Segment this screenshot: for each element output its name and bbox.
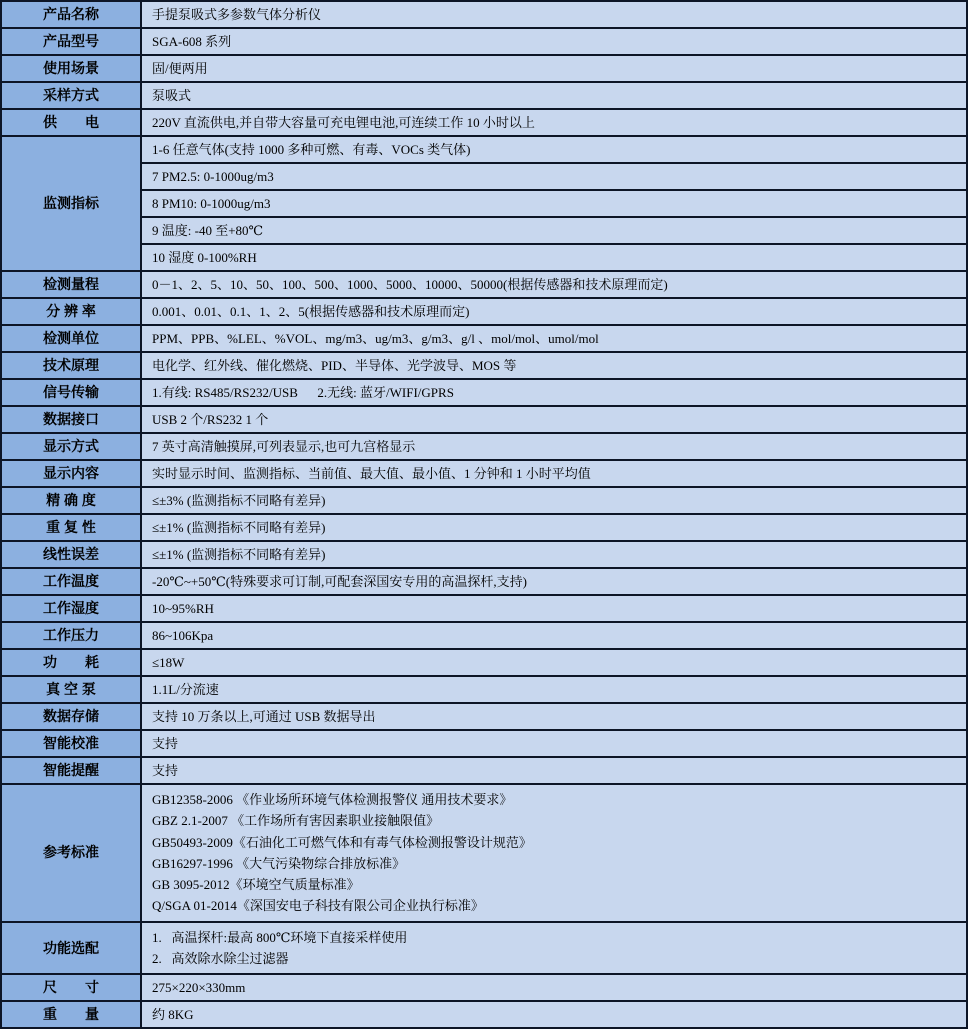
spec-label: 技术原理 <box>1 352 141 379</box>
spec-value: 86~106Kpa <box>141 622 967 649</box>
spec-label: 数据接口 <box>1 406 141 433</box>
spec-value: 220V 直流供电,并自带大容量可充电锂电池,可连续工作 10 小时以上 <box>141 109 967 136</box>
spec-label: 工作压力 <box>1 622 141 649</box>
table-row <box>1 757 967 784</box>
spec-label: 参考标准 <box>1 784 141 922</box>
table-row <box>1 730 967 757</box>
table-row <box>1 514 967 541</box>
table-row <box>1 325 967 352</box>
spec-value: 约 8KG <box>141 1001 967 1028</box>
spec-label: 信号传输 <box>1 379 141 406</box>
table-row <box>1 622 967 649</box>
spec-label: 监测指标 <box>1 136 141 271</box>
spec-value-line: Q/SGA 01-2014《深国安电子科技有限公司企业执行标准》 <box>152 898 484 914</box>
spec-label: 智能校准 <box>1 730 141 757</box>
spec-label: 检测单位 <box>1 325 141 352</box>
spec-label: 功 耗 <box>1 649 141 676</box>
spec-value <box>141 784 967 922</box>
table-row <box>1 541 967 568</box>
spec-label: 真 空 泵 <box>1 676 141 703</box>
spec-value: 10 湿度 0-100%RH <box>141 244 967 271</box>
spec-value-line: GB12358-2006 《作业场所环境气体检测报警仪 通用技术要求》 <box>152 792 513 807</box>
spec-value: 8 PM10: 0-1000ug/m3 <box>141 190 967 217</box>
table-row <box>1 703 967 730</box>
spec-label: 重 复 性 <box>1 514 141 541</box>
table-row <box>1 974 967 1001</box>
spec-value: 固/便两用 <box>141 55 967 82</box>
spec-value: ≤18W <box>141 649 967 676</box>
spec-label: 线性误差 <box>1 541 141 568</box>
table-row <box>1 55 967 82</box>
spec-label: 工作湿度 <box>1 595 141 622</box>
spec-label: 产品名称 <box>1 1 141 28</box>
spec-value: 0－1、2、5、10、50、100、500、1000、5000、10000、50000(根据传感器和技术原理而定) <box>141 271 967 298</box>
table-row <box>1 784 967 922</box>
spec-value: 手提泵吸式多参数气体分析仪 <box>141 1 967 28</box>
table-row <box>1 595 967 622</box>
spec-value-line: GB16297-1996 《大气污染物综合排放标准》 <box>152 855 406 871</box>
table-row <box>1 649 967 676</box>
table-row <box>1 271 967 298</box>
table-row <box>1 109 967 136</box>
spec-label: 产品型号 <box>1 28 141 55</box>
spec-label: 显示方式 <box>1 433 141 460</box>
spec-label: 分 辨 率 <box>1 298 141 325</box>
spec-label: 功能选配 <box>1 922 141 975</box>
spec-value: 275×220×330mm <box>141 974 967 1001</box>
spec-value: 电化学、红外线、催化燃烧、PID、半导体、光学波导、MOS 等 <box>141 352 967 379</box>
table-row <box>1 217 967 244</box>
table-row <box>1 82 967 109</box>
spec-value: ≤±1% (监测指标不同略有差异) <box>141 514 967 541</box>
spec-value: 1.有线: RS485/RS232/USB 2.无线: 蓝牙/WIFI/GPRS <box>141 379 967 406</box>
spec-label: 重 量 <box>1 1001 141 1028</box>
spec-label: 检测量程 <box>1 271 141 298</box>
spec-value: 1-6 任意气体(支持 1000 多种可燃、有毒、VOCs 类气体) <box>141 136 967 163</box>
table-row <box>1 190 967 217</box>
table-row <box>1 352 967 379</box>
table-row <box>1 433 967 460</box>
spec-value: 实时显示时间、监测指标、当前值、最大值、最小值、1 分钟和 1 小时平均值 <box>141 460 967 487</box>
table-row <box>1 1 967 28</box>
spec-value: 支持 <box>141 730 967 757</box>
spec-value: 支持 <box>141 757 967 784</box>
spec-value: -20℃~+50℃(特殊要求可订制,可配套深国安专用的高温探杆,支持) <box>141 568 967 595</box>
spec-value: 7 PM2.5: 0-1000ug/m3 <box>141 163 967 190</box>
table-row <box>1 379 967 406</box>
spec-label: 工作温度 <box>1 568 141 595</box>
spec-value-line: GB 3095-2012《环境空气质量标准》 <box>152 877 360 893</box>
spec-label: 数据存储 <box>1 703 141 730</box>
table-row <box>1 28 967 55</box>
table-row <box>1 460 967 487</box>
spec-value: 支持 10 万条以上,可通过 USB 数据导出 <box>141 703 967 730</box>
table-row <box>1 676 967 703</box>
spec-value-line: GB50493-2009《石油化工可燃气体和有毒气体检测报警设计规范》 <box>152 834 532 850</box>
spec-label: 供 电 <box>1 109 141 136</box>
spec-value: ≤±1% (监测指标不同略有差异) <box>141 541 967 568</box>
spec-label: 智能提醒 <box>1 757 141 784</box>
table-row <box>1 163 967 190</box>
spec-value: 7 英寸高清触摸屏,可列表显示,也可九宫格显示 <box>141 433 967 460</box>
spec-label: 使用场景 <box>1 55 141 82</box>
spec-value: SGA-608 系列 <box>141 28 967 55</box>
spec-value: PPM、PPB、%LEL、%VOL、mg/m3、ug/m3、g/m3、g/l 、mol/mol、umol/mol <box>141 325 967 352</box>
table-row <box>1 298 967 325</box>
spec-value-line: 2. 高效除水除尘过滤器 <box>152 951 289 967</box>
table-row <box>1 922 967 975</box>
spec-label: 尺 寸 <box>1 974 141 1001</box>
spec-value: ≤±3% (监测指标不同略有差异) <box>141 487 967 514</box>
spec-value-line: GBZ 2.1-2007 《工作场所有害因素职业接触限值》 <box>152 813 440 829</box>
table-row <box>1 136 967 163</box>
spec-value <box>141 922 967 975</box>
table-row <box>1 406 967 433</box>
spec-value: USB 2 个/RS232 1 个 <box>141 406 967 433</box>
table-row <box>1 568 967 595</box>
spec-label: 精 确 度 <box>1 487 141 514</box>
spec-label: 采样方式 <box>1 82 141 109</box>
spec-value: 泵吸式 <box>141 82 967 109</box>
spec-label: 显示内容 <box>1 460 141 487</box>
table-row <box>1 244 967 271</box>
spec-value: 10~95%RH <box>141 595 967 622</box>
table-row <box>1 487 967 514</box>
spec-value: 1.1L/分流速 <box>141 676 967 703</box>
spec-value-line: 1. 高温探杆:最高 800℃环境下直接采样使用 <box>152 929 408 945</box>
table-row <box>1 1001 967 1028</box>
spec-value: 0.001、0.01、0.1、1、2、5(根据传感器和技术原理而定) <box>141 298 967 325</box>
spec-table-body <box>1 1 967 1028</box>
spec-value: 9 温度: -40 至+80℃ <box>141 217 967 244</box>
